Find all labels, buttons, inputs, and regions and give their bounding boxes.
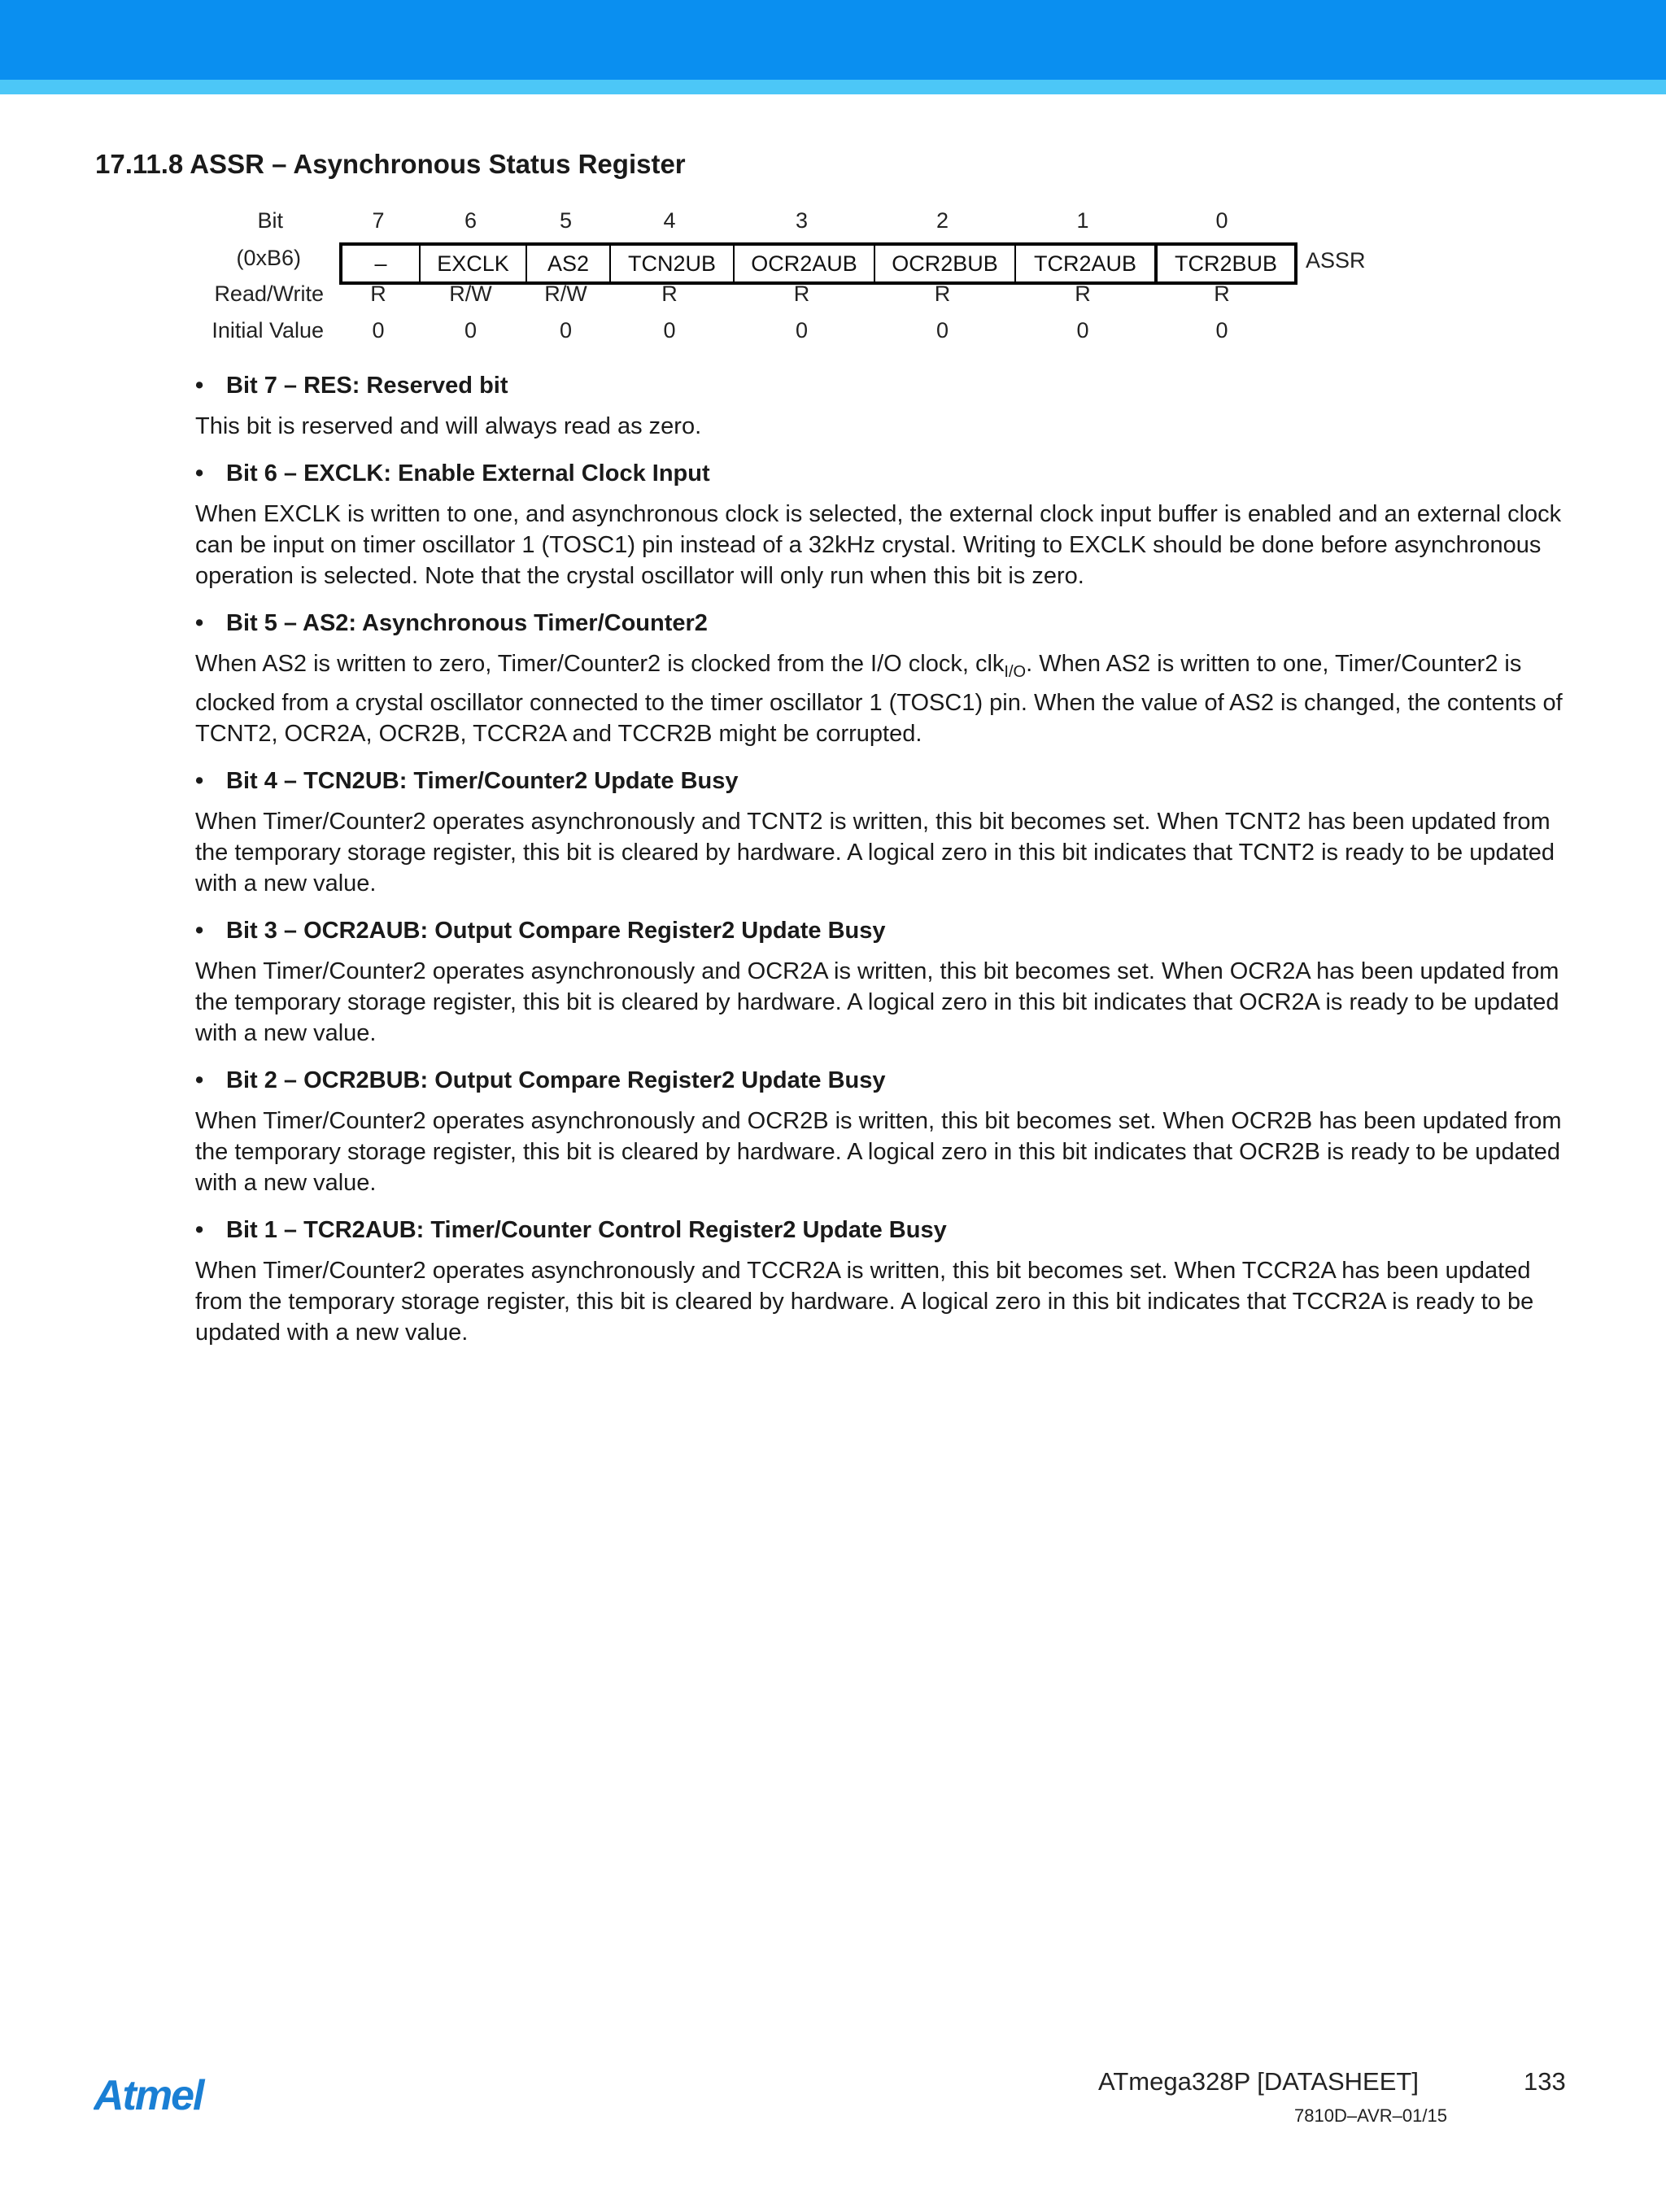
bit-number: 2 [935,208,949,233]
register-bits-box [339,242,1297,285]
bit-section-5 [195,610,1570,749]
bit-section-7 [195,373,1570,442]
row-label-rw: Read/Write [214,281,324,306]
bit-number: 5 [559,208,573,233]
bit-heading [195,373,1570,399]
bit-rw: R [934,281,951,306]
bit-rw: R [370,281,386,306]
row-label-init: Initial Value [212,318,324,342]
atmel-logo-text: Atmel [94,2075,203,2116]
row-label-bit: Bit [257,208,283,233]
bit-heading-text: Bit 1 – TCR2AUB: Timer/Counter Control Register2 Update Busy [226,1216,947,1243]
bit-init: 0 [935,318,949,342]
bit-name-cell: TCR2AUB [1016,246,1156,281]
bit-name-cell: – [342,246,421,281]
bit-description: When Timer/Counter2 operates asynchronously and TCNT2 is written, this bit becomes set. When TCNT2 has been updated from the temporary storage register, this bit is cleared by hardware. A logical zero in this bit indicates that TCNT2 is ready to be updated with a new value. [195,808,1555,897]
clock-subscript: I/O [1004,662,1027,681]
bit-number: 1 [1076,208,1089,233]
bit-description: This bit is reserved and will always read as zero. [195,413,702,439]
page-number: 133 [1524,2067,1566,2096]
bit-heading [195,610,1570,637]
atmel-logo [94,2075,244,2116]
bit-rw: R/W [449,281,492,306]
bit-number: 3 [795,208,809,233]
bit-init: 0 [795,318,809,342]
bullet: • [195,460,204,486]
bit-heading-text: Bit 4 – TCN2UB: Timer/Counter2 Update Busy [226,767,739,794]
bullet: • [195,1067,204,1093]
footer-document-title: ATmega328P [DATASHEET] [1098,2067,1419,2096]
bit-name-cell: OCR2AUB [735,246,875,281]
bit-name-cell: AS2 [527,246,611,281]
bullet: • [195,1216,204,1243]
bit-heading-text: Bit 5 – AS2: Asynchronous Timer/Counter2 [226,610,708,636]
bit-name-cell: OCR2BUB [875,246,1016,281]
bit-rw: R [793,281,810,306]
bit-heading-text: Bit 7 – RES: Reserved bit [226,373,508,399]
bullet: • [195,917,204,944]
bit-heading [195,768,1570,795]
bit-heading [195,918,1570,945]
bit-init: 0 [1215,318,1228,342]
bit-rw: R/W [544,281,587,306]
bit-heading [195,460,1570,487]
register-name: ASSR [1306,248,1366,273]
bit-number: 0 [1215,208,1228,233]
bit-rw: R [1214,281,1230,306]
bit-heading [195,1217,1570,1244]
bit-description: When EXCLK is written to one, and asynchronous clock is selected, the external clock input buffer is enabled and an external clock can be input on timer oscillator 1 (TOSC1) pin instead of a 32kHz crystal. Writing to EXCLK should be done before asynchronous operation is selected. Note that the crystal oscillator will only run when this bit is zero. [195,501,1562,589]
bit-description: When Timer/Counter2 operates asynchronously and TCCR2A is written, this bit becomes set. When TCCR2A has been updated from the temporary storage register, this bit is cleared by hardware. A logical zero in this bit indicates that TCCR2A is ready to be updated with a new value. [195,1257,1534,1346]
bit-section-6 [195,460,1570,591]
bit-init: 0 [1076,318,1089,342]
bit-number: 4 [663,208,676,233]
bit-descriptions [195,373,1570,1367]
bit-heading [195,1067,1570,1094]
bullet: • [195,767,204,794]
bit-section-2 [195,1067,1570,1198]
bullet: • [195,610,204,636]
bit-description [195,648,1570,749]
bit-description-part: . When AS2 is written to one, Timer/Counter2 is clocked from a crystal oscillator connected to the timer oscillator 1 (TOSC1) pin. When the value of AS2 is changed, the contents of TCNT2, OCR2A, OCR2B, TCCR2A and TCCR2B might be corrupted. [195,651,1563,747]
row-label-address: (0xB6) [236,246,301,270]
register-diagram [0,0,1666,358]
bit-description: When Timer/Counter2 operates asynchronously and OCR2B is written, this bit becomes set. When OCR2B has been updated from the temporary storage register, this bit is cleared by hardware. A logical zero in this bit indicates that OCR2B is ready to be updated with a new value. [195,1107,1562,1196]
bit-section-1 [195,1217,1570,1348]
bullet: • [195,373,204,399]
bit-init: 0 [559,318,573,342]
bit-name-cell: TCR2BUB [1156,246,1294,281]
bit-section-3 [195,918,1570,1049]
bit-name-cell: TCN2UB [611,246,735,281]
bit-init: 0 [372,318,385,342]
bit-number: 6 [464,208,478,233]
bit-heading-text: Bit 3 – OCR2AUB: Output Compare Register2 Update Busy [226,917,886,944]
bit-description-part: When AS2 is written to zero, Timer/Counter2 is clocked from the I/O clock, clk [195,651,1005,677]
bit-description: When Timer/Counter2 operates asynchronously and OCR2A is written, this bit becomes set. When OCR2A has been updated from the temporary storage register, this bit is cleared by hardware. A logical zero in this bit indicates that OCR2A is ready to be updated with a new value. [195,958,1559,1046]
bit-init: 0 [663,318,676,342]
bit-name-cell: EXCLK [421,246,527,281]
section-title: 17.11.8 ASSR – Asynchronous Status Register [95,149,686,179]
bit-heading-text: Bit 6 – EXCLK: Enable External Clock Input [226,460,710,486]
bit-heading-text: Bit 2 – OCR2BUB: Output Compare Register2 Update Busy [226,1067,886,1093]
bit-rw: R [661,281,678,306]
bit-rw: R [1075,281,1091,306]
document-revision: 7810D–AVR–01/15 [1294,2105,1447,2126]
bit-init: 0 [464,318,478,342]
bit-section-4 [195,768,1570,899]
bit-number: 7 [372,208,385,233]
